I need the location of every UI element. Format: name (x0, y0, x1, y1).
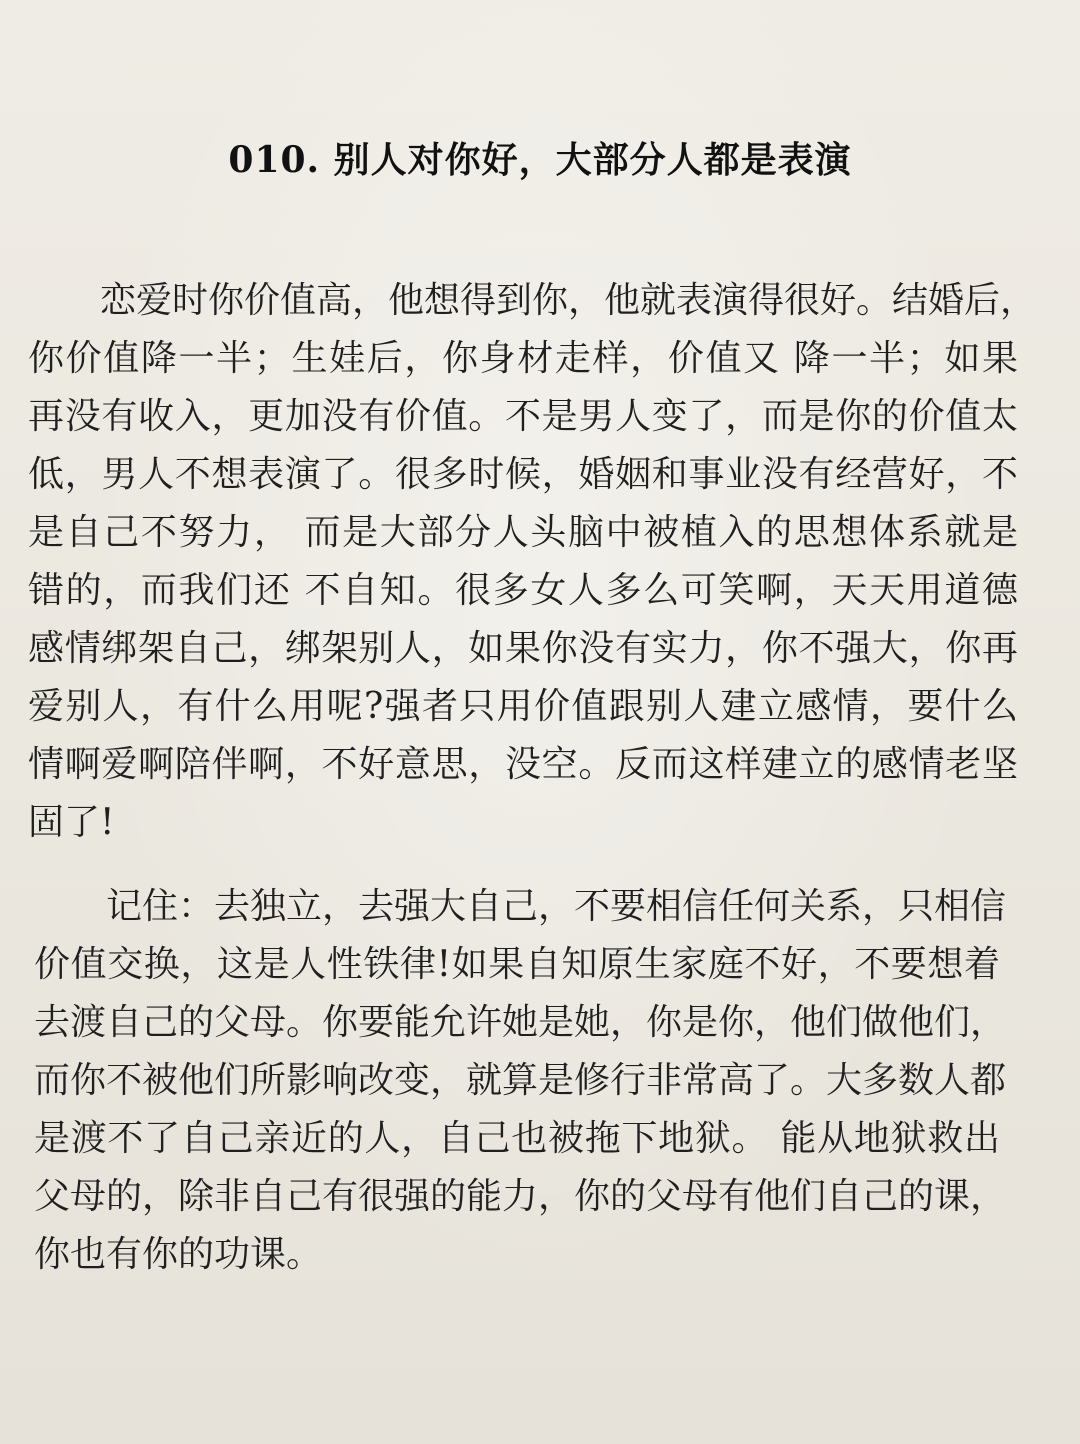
text-line: 你价值降一半；生娃后，你身材走样，价值又 降一半；如果 (28, 338, 1018, 379)
text-line: 父母的，除非自己有很强的能力，你的父母有他们自己的课， (34, 1176, 1007, 1217)
text-line: 感情绑架自己，绑架别人，如果你没有实力，你不强大，你再 (28, 628, 1018, 669)
chapter-title: 010. 别人对你好，大部分人都是表演 (228, 139, 852, 182)
text-line: 价值交换，这是人性铁律!如果自知原生家庭不好，不要想着 (34, 944, 1000, 985)
text-line: 固了! (28, 802, 115, 843)
text-line: 低，男人不想表演了。很多时候，婚姻和事业没有经营好，不 (28, 454, 1018, 495)
text-line: 错的，而我们还 不自知。很多女人多么可笑啊，天天用道德 (28, 570, 1018, 611)
text-line: 是渡不了自己亲近的人，自己也被拖下地狱。 能从地狱救出 (34, 1118, 1000, 1159)
text-line: 去渡自己的父母。你要能允许她是她，你是你，他们做他们， (34, 1002, 1007, 1043)
text-line: 而你不被他们所影响改变，就算是修行非常高了。大多数人都 (34, 1060, 1007, 1101)
text-line: 恋爱时你价值高，他想得到你，他就表演得很好。结婚后， (100, 280, 1037, 321)
text-line: 你也有你的功课。 (34, 1234, 323, 1275)
text-line: 情啊爱啊陪伴啊，不好意思，没空。反而这样建立的感情老坚 (28, 744, 1018, 785)
paragraph-1 (28, 272, 1037, 852)
text-line: 爱别人，有什么用呢?强者只用价值跟别人建立感情，要什么 (28, 686, 1018, 727)
text-line: 记住：去独立，去强大自己，不要相信任何关系，只相信 (106, 886, 1007, 927)
paragraph-2 (34, 878, 1007, 1284)
text-line: 再没有收入，更加没有价值。不是男人变了，而是你的价值太 (28, 396, 1018, 437)
text-line: 是自己不努力， 而是大部分人头脑中被植入的思想体系就是 (28, 512, 1018, 553)
